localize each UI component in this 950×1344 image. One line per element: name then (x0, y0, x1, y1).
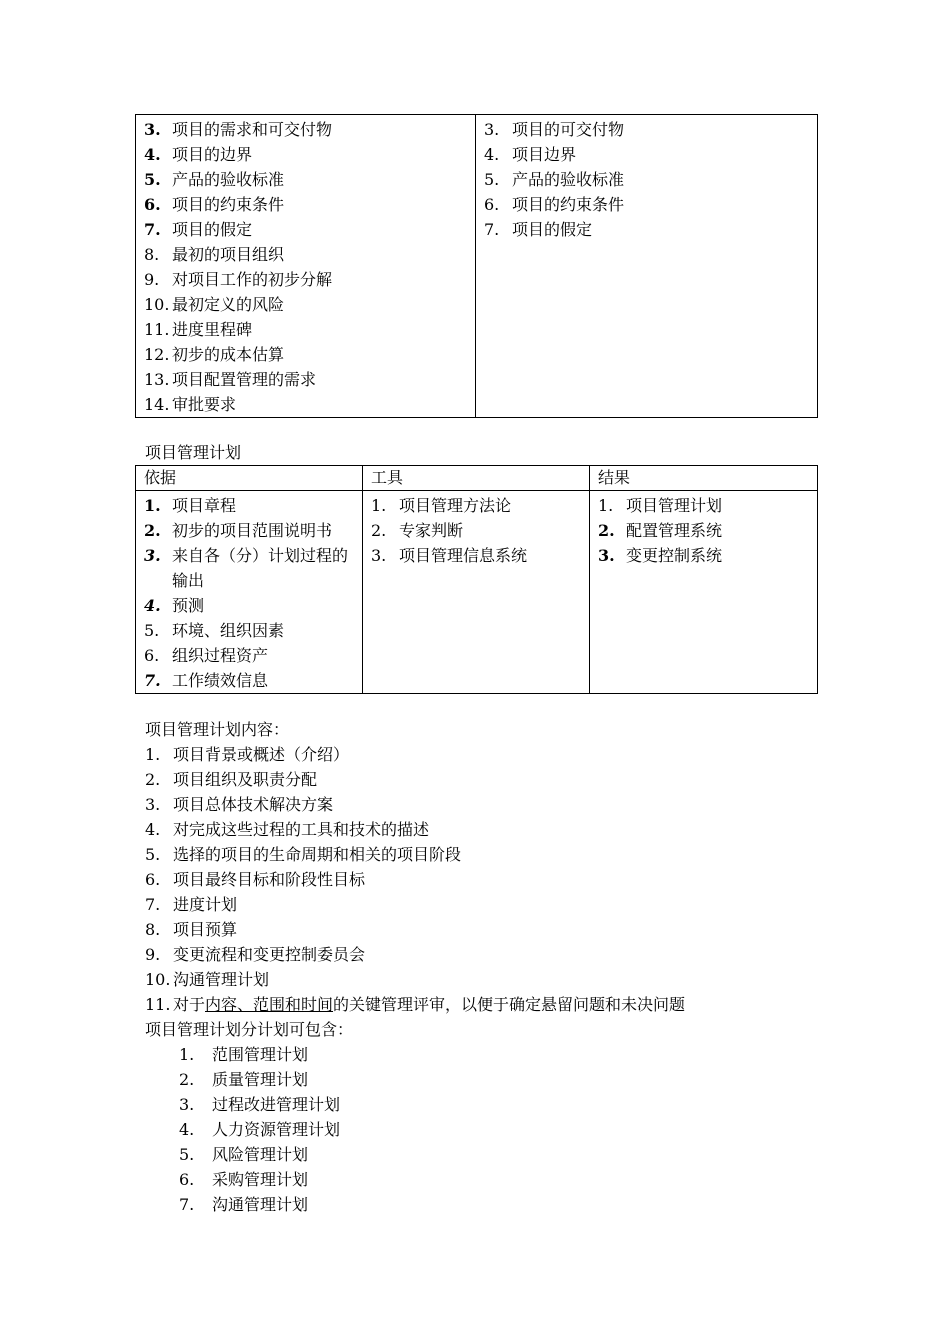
list-item (136, 367, 475, 392)
item-number: 5. (144, 170, 161, 189)
item-number: 4. (484, 145, 500, 164)
item-text: 项目的约束条件 (172, 195, 285, 214)
item-number: 2. (145, 770, 161, 789)
item-number: 2. (598, 521, 615, 540)
item-number: 1. (598, 496, 614, 515)
plan-title: 项目管理计划 (145, 443, 242, 462)
list-item (145, 842, 905, 867)
list-item (136, 142, 475, 167)
item-number: 1. (371, 496, 387, 515)
item-text: 项目预算 (173, 920, 238, 939)
list-item (145, 1092, 905, 1117)
item-text: 输出 (172, 571, 205, 590)
list-item (145, 1167, 905, 1192)
item-number: 5. (145, 845, 161, 864)
item-number: 1. (144, 496, 161, 515)
item-number: 5. (144, 621, 160, 640)
item-text: 项目边界 (512, 145, 577, 164)
contents-section (145, 717, 905, 1217)
item-number: 1. (145, 745, 161, 764)
item-number: 3. (144, 120, 161, 139)
list-item (590, 543, 817, 568)
item-text: 对项目工作的初步分解 (172, 270, 333, 289)
item-number: 6. (144, 646, 160, 665)
list-item (136, 192, 475, 217)
item-number: 7. (144, 220, 161, 239)
item-text: 项目管理计划 (626, 496, 723, 515)
spacer (136, 568, 172, 593)
list-item (145, 917, 905, 942)
list-item (476, 167, 817, 192)
item-text: 项目背景或概述（介绍） (173, 745, 350, 764)
tools-list (363, 491, 589, 568)
item-number: 6. (144, 195, 161, 214)
item-number: 10. (145, 970, 171, 989)
outputs-list (590, 491, 817, 568)
item-text: 最初定义的风险 (172, 295, 285, 314)
item-number: 11. (145, 995, 171, 1014)
list-item (363, 518, 589, 543)
scope-right-cell (476, 115, 818, 418)
item-text: 进度里程碑 (172, 320, 253, 339)
item-text: 审批要求 (172, 395, 237, 414)
item-number: 7. (145, 895, 161, 914)
item-text: 项目组织及职责分配 (173, 770, 318, 789)
item-text: 质量管理计划 (212, 1070, 309, 1089)
item-text: 项目的假定 (512, 220, 593, 239)
item-number: 4. (144, 596, 161, 615)
item-text: 专家判断 (399, 521, 464, 540)
item-text: 变更流程和变更控制委员会 (173, 945, 366, 964)
scope-left-list (136, 115, 475, 417)
list-item (136, 618, 362, 643)
item-text: 配置管理系统 (626, 521, 723, 540)
item-number: 1. (179, 1045, 195, 1064)
item-text: 来自各（分）计划过程的 (172, 546, 349, 565)
contents-title: 项目管理计划内容： (145, 720, 290, 739)
item-number: 14. (144, 395, 170, 414)
list-item (145, 1117, 905, 1142)
list-item (136, 643, 362, 668)
item-number: 2. (144, 521, 161, 540)
item-number: 4. (144, 145, 161, 164)
list-item (136, 668, 362, 693)
item-text: 过程改进管理计划 (212, 1095, 341, 1114)
item-text: 项目的约束条件 (512, 195, 625, 214)
item-text: 对完成这些过程的工具和技术的描述 (173, 820, 430, 839)
item-number: 3. (598, 546, 615, 565)
list-item (145, 1067, 905, 1092)
inputs-list (136, 491, 362, 693)
item-text: 项目管理信息系统 (399, 546, 528, 565)
item-number: 6. (179, 1170, 195, 1189)
item-text: 进度计划 (173, 895, 238, 914)
list-item (136, 543, 362, 568)
outputs-cell (590, 491, 818, 694)
item-text: 选择的项目的生命周期和相关的项目阶段 (173, 845, 462, 864)
item-text: 项目最终目标和阶段性目标 (173, 870, 366, 889)
header-outputs: 结果 (590, 466, 818, 491)
subplans-list (145, 1042, 905, 1217)
list-item (145, 817, 905, 842)
list-item (136, 593, 362, 618)
item-text: 范围管理计划 (212, 1045, 309, 1064)
item-text: 沟通管理计划 (173, 970, 270, 989)
list-item (476, 142, 817, 167)
scope-table (135, 114, 818, 418)
item-number: 8. (145, 920, 161, 939)
item-text: 风险管理计划 (212, 1145, 309, 1164)
item-text: 项目配置管理的需求 (172, 370, 317, 389)
list-item (145, 767, 905, 792)
scope-left-cell (136, 115, 476, 418)
item-text: 对于内容、范围和时间的关键管理评审，以便于确定悬留问题和未决问题 (173, 995, 686, 1014)
contents-item-11 (145, 992, 905, 1017)
list-item (136, 317, 475, 342)
list-item (363, 493, 589, 518)
item-number: 9. (145, 945, 161, 964)
item-number: 3. (144, 546, 161, 565)
list-item (145, 1192, 905, 1217)
list-item (363, 543, 589, 568)
list-item (136, 392, 475, 417)
item-number: 7. (484, 220, 500, 239)
item-text: 工作绩效信息 (172, 671, 269, 690)
item-text: 初步的项目范围说明书 (172, 521, 333, 540)
item-number: 6. (484, 195, 500, 214)
item-text: 产品的验收标准 (512, 170, 625, 189)
list-item (136, 217, 475, 242)
item-number: 7. (179, 1195, 195, 1214)
list-item (136, 493, 362, 518)
item-number: 12. (144, 345, 170, 364)
list-item (476, 117, 817, 142)
item-number: 3. (371, 546, 387, 565)
item-number: 13. (144, 370, 170, 389)
list-item (145, 942, 905, 967)
item-number: 5. (484, 170, 500, 189)
item-number: 3. (179, 1095, 195, 1114)
scope-right-list (476, 115, 817, 242)
item-number: 10. (144, 295, 170, 314)
list-item (145, 1042, 905, 1067)
item-text: 项目总体技术解决方案 (173, 795, 334, 814)
item-number: 7. (144, 671, 161, 690)
item-number: 6. (145, 870, 161, 889)
item-number: 11. (144, 320, 170, 339)
item-text: 项目的假定 (172, 220, 253, 239)
item-text: 环境、组织因素 (172, 621, 285, 640)
item-number: 2. (179, 1070, 195, 1089)
item-text: 沟通管理计划 (212, 1195, 309, 1214)
item-text: 项目的需求和可交付物 (172, 120, 333, 139)
list-item (136, 267, 475, 292)
list-item (145, 792, 905, 817)
item-text: 组织过程资产 (172, 646, 269, 665)
header-inputs: 依据 (136, 466, 363, 491)
item-text: 项目管理方法论 (399, 496, 512, 515)
list-item (136, 342, 475, 367)
inputs-cell (136, 491, 363, 694)
subplans-title: 项目管理计划分计划可包含： (145, 1020, 354, 1039)
list-item (136, 242, 475, 267)
item-text: 初步的成本估算 (172, 345, 285, 364)
list-item (136, 518, 362, 543)
item-text: 人力资源管理计划 (212, 1120, 341, 1139)
list-item (145, 867, 905, 892)
item-number: 2. (371, 521, 387, 540)
item-text: 预测 (172, 596, 205, 615)
underlined-text: 内容、范围和时间 (205, 995, 334, 1014)
list-item (145, 742, 905, 767)
list-item-continuation (136, 568, 362, 593)
item-text: 项目的可交付物 (512, 120, 625, 139)
item-number: 3. (484, 120, 500, 139)
list-item (476, 217, 817, 242)
item-text: 项目的边界 (172, 145, 253, 164)
contents-list (145, 742, 905, 992)
list-item (145, 967, 905, 992)
item-text: 项目章程 (172, 496, 237, 515)
item-number: 9. (144, 270, 160, 289)
header-tools: 工具 (363, 466, 590, 491)
list-item (145, 1142, 905, 1167)
item-number: 8. (144, 245, 160, 264)
item-text: 采购管理计划 (212, 1170, 309, 1189)
tools-cell (363, 491, 590, 694)
list-item (590, 518, 817, 543)
list-item (476, 192, 817, 217)
item-number: 4. (179, 1120, 195, 1139)
list-item (136, 167, 475, 192)
item-text: 最初的项目组织 (172, 245, 285, 264)
list-item (145, 892, 905, 917)
item-number: 5. (179, 1145, 195, 1164)
list-item (136, 117, 475, 142)
item-text: 变更控制系统 (626, 546, 723, 565)
list-item (590, 493, 817, 518)
list-item (136, 292, 475, 317)
item-number: 3. (145, 795, 161, 814)
item-text: 产品的验收标准 (172, 170, 285, 189)
item-number: 4. (145, 820, 161, 839)
plan-table (135, 465, 818, 694)
